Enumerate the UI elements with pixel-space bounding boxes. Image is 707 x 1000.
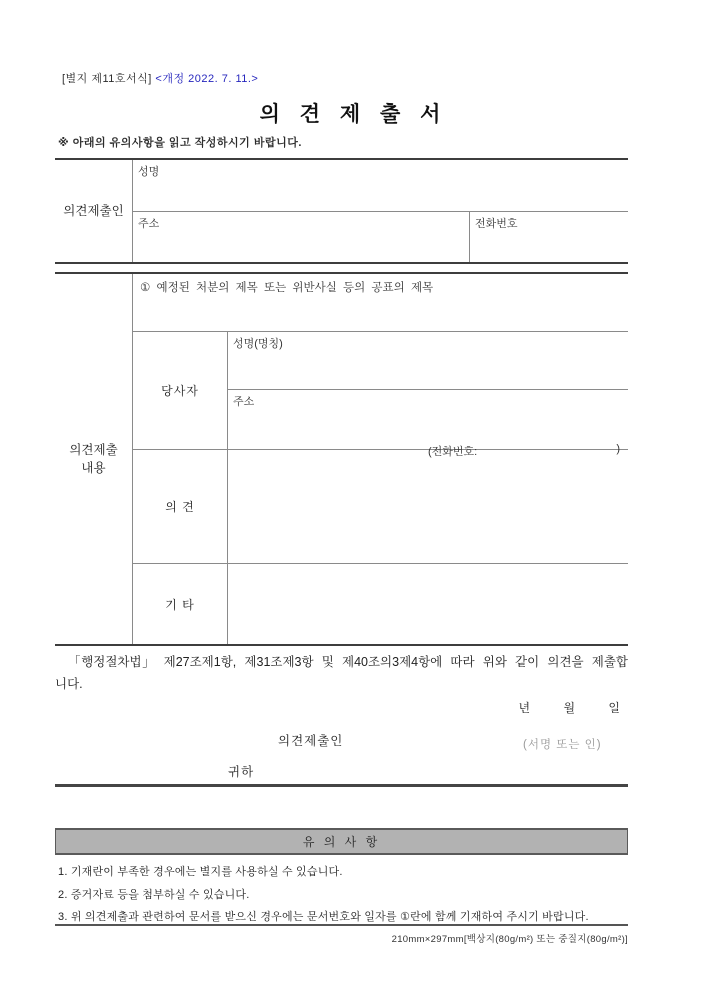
submitter-address-field[interactable]	[133, 212, 470, 262]
section-divider-rule	[55, 784, 628, 787]
content-area	[133, 274, 628, 644]
etc-row	[133, 564, 628, 644]
party-phone-prefix: (전화번호:	[428, 446, 478, 458]
recipient-label: 귀하	[228, 765, 255, 779]
notice-header-bar	[55, 828, 628, 855]
party-content	[228, 332, 628, 458]
notice-title: 유 의 사 항	[302, 835, 381, 849]
month-label: 월	[563, 701, 576, 715]
paper-spec: 210mm×297mm[백상지(80g/m²) 또는 중질지(80g/m²)]	[391, 934, 628, 945]
submitter-phone-field[interactable]	[470, 212, 628, 262]
submitter-name-label: 성명	[138, 166, 160, 178]
declaration-statement: 「행정절차법」 제27조제1항, 제31조제3항 및 제40조의3제4항에 따라 위와 같이 의견을 제출합니다.	[55, 655, 628, 691]
revision-note: <개정 2022. 7. 11.>	[155, 73, 259, 85]
notice-list	[58, 861, 628, 929]
submitter-row-label: 의견제출인	[55, 160, 133, 262]
etc-field[interactable]	[228, 564, 628, 644]
signature-submitter-label: 의견제출인	[278, 734, 344, 748]
notice-item-2: 2. 증거자료 등을 첨부하실 수 있습니다.	[58, 888, 250, 901]
page-title: 의 견 제 출 서	[259, 103, 448, 126]
disposition-title-field[interactable]	[133, 274, 628, 332]
date-line[interactable]	[55, 699, 628, 716]
content-row-label-line2: 내용	[81, 461, 106, 475]
submitter-row2	[133, 212, 628, 262]
notice-item-3: 3. 위 의견제출과 관련하여 문서를 받으신 경우에는 문서번호와 일자를 ①란에 함께 기재하여 주시기 바랍니다.	[58, 911, 589, 923]
form-reference	[62, 70, 258, 86]
form-reference-number: [별지 제11호서식]	[62, 73, 152, 85]
year-label: 년	[518, 701, 531, 715]
notice-item-1: 1. 기재란이 부족한 경우에는 별지를 사용하실 수 있습니다.	[58, 866, 343, 878]
submitter-name-field[interactable]	[133, 160, 628, 212]
content-row-label	[55, 274, 133, 644]
opinion-field[interactable]	[228, 450, 628, 563]
opinion-row	[133, 450, 628, 564]
party-address-label: 주소	[233, 396, 255, 408]
submitter-content	[133, 160, 628, 262]
party-name-field[interactable]	[228, 332, 628, 390]
party-name-label: 성명(명칭)	[233, 338, 283, 350]
submitter-address-label: 주소	[138, 218, 160, 230]
party-row	[133, 332, 628, 458]
content-table	[55, 272, 628, 646]
submitter-table	[55, 158, 628, 264]
party-address-field[interactable]	[228, 390, 628, 458]
day-label: 일	[608, 701, 620, 715]
etc-label: 기 타	[133, 564, 228, 644]
bottom-rule	[55, 924, 628, 926]
content-row-label-line1: 의견제출	[69, 442, 118, 457]
signature-hint: (서명 또는 인)	[523, 739, 602, 751]
instruction-note: ※ 아래의 유의사항을 읽고 작성하시기 바랍니다.	[58, 137, 302, 149]
party-label: 당사자	[133, 332, 228, 449]
opinion-label: 의 견	[133, 450, 228, 563]
party-phone-suffix: )	[616, 443, 620, 455]
submitter-phone-label: 전화번호	[475, 218, 518, 230]
disposition-title-label: ① 예정된 처분의 제목 또는 위반사실 등의 공표의 제목	[140, 282, 434, 294]
